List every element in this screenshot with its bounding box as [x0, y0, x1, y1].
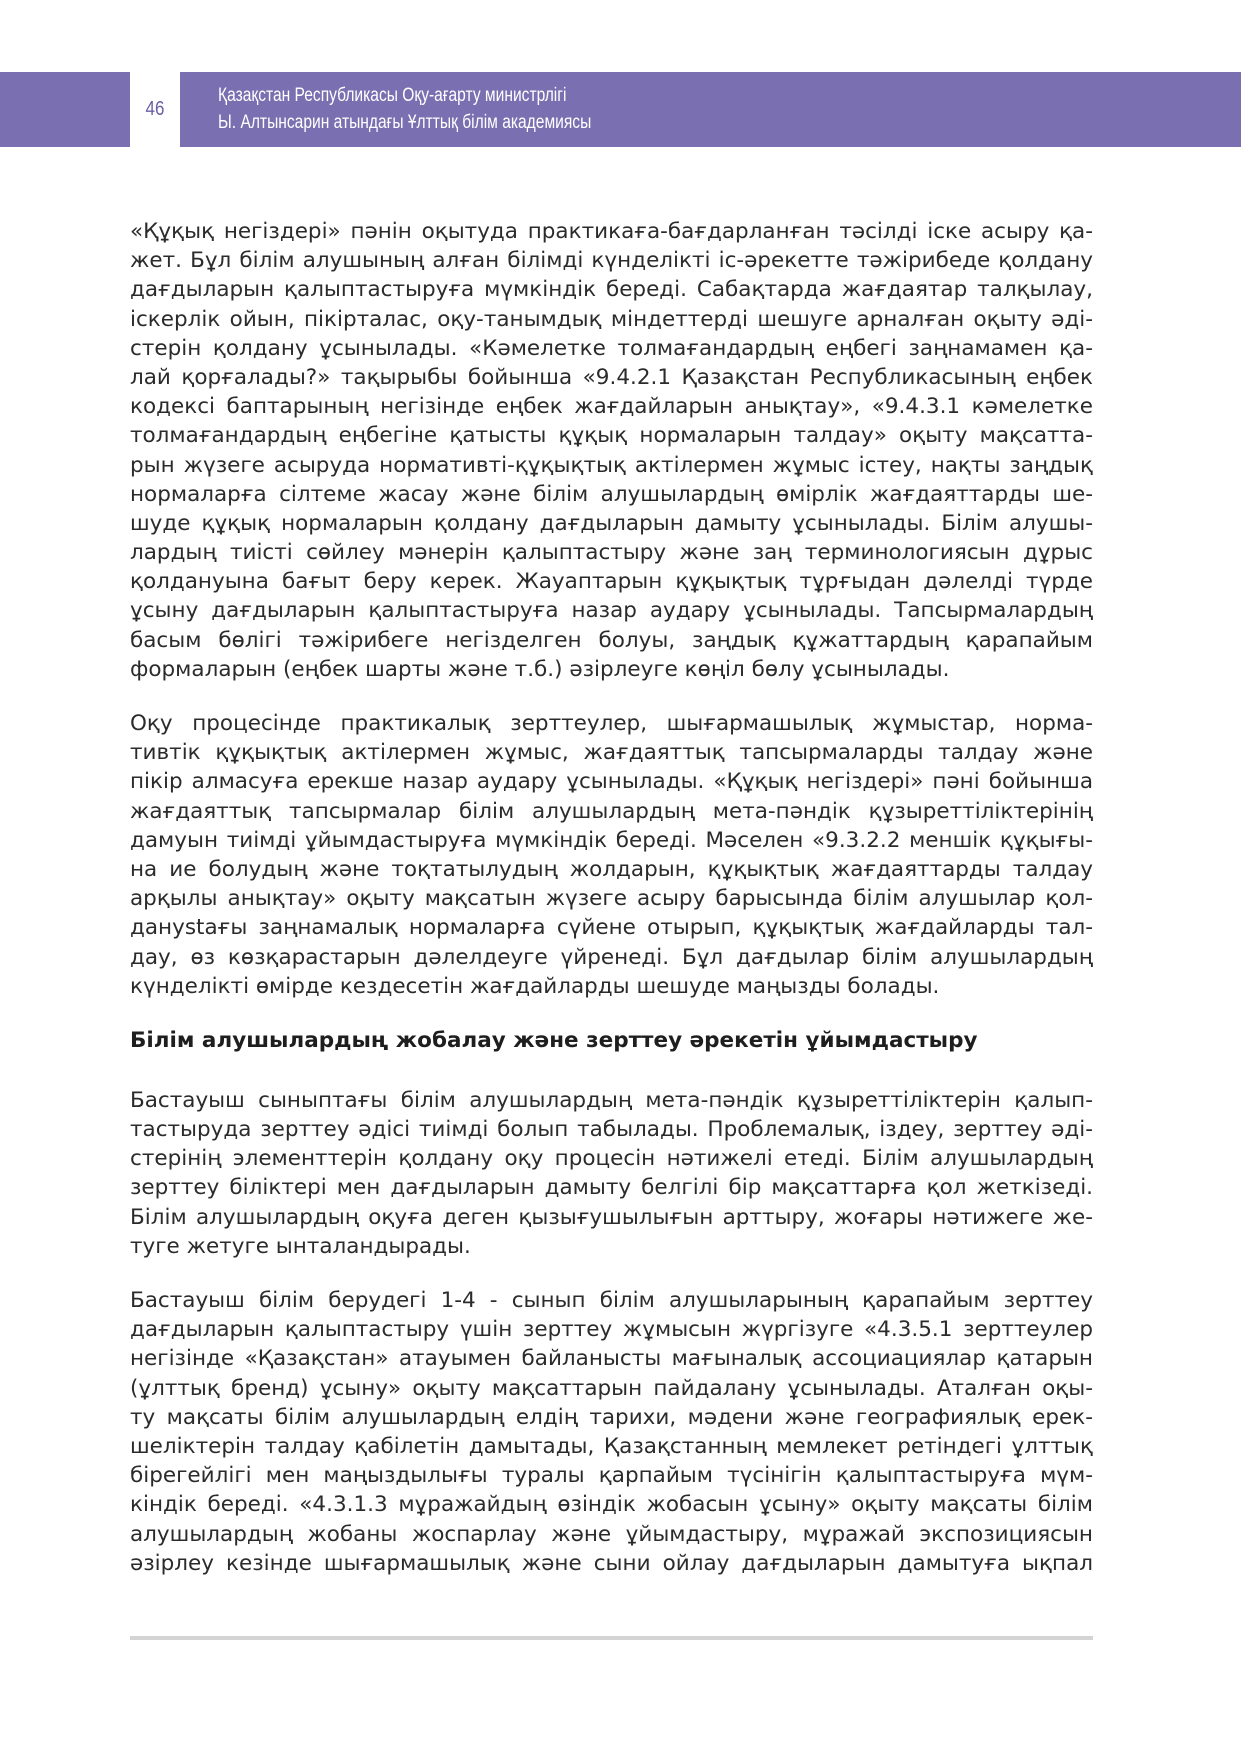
text-line: лардың тиісті сөйлеу мәнерін қалыптастыру және заң терминологиясын дұрыс: [130, 540, 1093, 566]
text-line: алушылардың жобаны жоспарлау және ұйымдастыру, мұражай экспозициясын: [130, 1521, 1093, 1547]
text-line: данystaғы заңнамалық нормаларға сүйене отырып, құқықтық жағдайларды тал-: [130, 915, 1093, 941]
page-number-box: [0, 72, 130, 147]
organization-block: [218, 82, 591, 136]
text-line: Бастауыш білім берудегі 1-4 - сынып білім алушыларының қарапайым зерттеу: [130, 1288, 1093, 1313]
page-number: 46: [145, 98, 165, 120]
text-line: жағдаяттық тапсырмалар білім алушылардың мета-пәндік құзыреттіліктерінің: [130, 798, 1093, 824]
text-line: пікір алмасуға ерекше назар аудару ұсынылады. «Құқық негіздері» пәні бойынша: [130, 769, 1093, 795]
organization-academy: Ы. Алтынсарин атындағы Ұлттық білім академиясы: [218, 112, 592, 133]
text-line: тивтік құқықтық актілермен жұмыс, жағдаяттық тапсырмаларды талдау және: [130, 740, 1093, 766]
text-line: Білім алушылардың оқуға деген қызығушылығын арттыру, жоғары нәтижеге же-: [130, 1204, 1093, 1230]
text-line: рын жүзеге асыруда нормативті-құқықтық актілермен жұмыс істеу, нақты заңдық: [130, 452, 1093, 478]
text-line: кіндік береді. «4.3.1.3 мұражайдың өзіндік жобасын ұсыну» оқыту мақсаты білім: [130, 1492, 1093, 1518]
text-line: (ұлттық бренд) ұсыну» оқыту мақсаттарын пайдалану ұсынылады. Аталған оқы-: [130, 1375, 1093, 1401]
paragraph-primary-education: [130, 1286, 1093, 1578]
page-content: [130, 217, 1093, 1603]
text-line: бірегейлігі мен маңыздылығы туралы қарпайым түсінігін қалыптастыруға мүм-: [130, 1463, 1093, 1489]
header-band: [0, 72, 1241, 147]
text-line: жет. Бұл білім алушының алған білімді күнделікті іс-әрекетте тәжірибеде қолдану: [130, 248, 1093, 274]
section-heading: Білім алушылардың жобалау және зерттеу әрекетін ұйымдастыру: [130, 1027, 978, 1053]
text-line: ұсыну дағдыларын қалыптастыруға назар аудару ұсынылады. Тапсырмалардың: [130, 598, 1093, 624]
text-line: толмағандардың еңбегіне қатысты құқық нормаларын талдау» оқыту мақсатта-: [130, 423, 1093, 449]
footer-divider: [130, 1636, 1093, 1640]
text-line: қолдануына бағыт беру керек. Жауаптарын құқықтық тұрғыдан дәлелді түрде: [130, 569, 1093, 595]
text-line: зерттеу біліктері мен дағдыларын дамыту белгілі бір мақсаттарға қол жеткізеді.: [130, 1175, 1093, 1201]
text-line: лай қорғалады?» тақырыбы бойынша «9.4.2.1 Қазақстан Республикасының еңбек: [130, 364, 1093, 390]
text-line: дағдыларын қалыптастыру үшін зерттеу жұмысын жүргізуге «4.3.5.1 зерттеулер: [130, 1317, 1093, 1343]
text-line: формаларын (еңбек шарты және т.б.) әзірлеуге көңіл бөлу ұсынылады.: [130, 656, 950, 682]
text-line: стерін қолдану ұсынылады. «Кәмелетке толмағандардың еңбегі заңнамамен қа-: [130, 335, 1093, 361]
text-line: туге жетуге ынталандырады.: [130, 1233, 471, 1259]
text-line: дамуын тиімді ұйымдастыруға мүмкіндік береді. Мәселен «9.3.2.2 меншік құқығы-: [130, 827, 1093, 853]
text-line: шуде құқық нормаларын қолдану дағдыларын дамыту ұсынылады. Білім алушы-: [130, 510, 1093, 536]
paragraph-learning-process: [130, 709, 1093, 1001]
text-line: арқылы анықтау» оқыту мақсатын жүзеге асыру барысында білім алушылар қол-: [130, 886, 1093, 912]
text-line: Бастауыш сыныптағы білім алушылардың мета-пәндік құзыреттіліктерін қалып-: [130, 1087, 1093, 1113]
text-line: әзірлеу кезінде шығармашылық және сыни ойлау дағдыларын дамытуға ықпал: [130, 1550, 1093, 1576]
text-line: нормаларға сілтеме жасау және білім алушылардың өмірлік жағдаяттарды ше-: [130, 481, 1093, 507]
text-line: шеліктерін талдау қабілетін дамытады, Қазақстанның мемлекет ретіндегі ұлттық: [130, 1433, 1093, 1459]
text-line: на ие болудың және тоқтатылудың жолдарын, құқықтық жағдаяттарды талдау: [130, 856, 1093, 882]
paragraph-research-method: [130, 1086, 1093, 1261]
text-line: ту мақсаты білім алушылардың елдің тарихи, мәдени және географиялық ерек-: [130, 1404, 1093, 1430]
text-line: негізінде «Қазақстан» атауымен байланысты мағыналық ассоциациялар қатарын: [130, 1346, 1093, 1372]
text-line: кодексі баптарының негізінде еңбек жағдайларын анықтау», «9.4.3.1 кәмелетке: [130, 394, 1093, 420]
organization-ministry: Қазақстан Республикасы Оқу-ағарту министрлігі: [218, 85, 567, 106]
text-line: «Құқық негіздері» пәнін оқытуда практикаға-бағдарланған тәсілді іске асыру қа-: [130, 219, 1093, 244]
paragraph-practice-approach: [130, 217, 1093, 684]
text-line: күнделікті өмірде кездесетін жағдайларды шешуде маңызды болады.: [130, 973, 940, 999]
text-line: іскерлік ойын, пікірталас, оқу-танымдық міндеттерді шешуге арналған оқыту әді-: [130, 306, 1093, 332]
text-line: басым бөлігі тәжірибеге негізделген болуы, заңдық құжаттардың қарапайым: [130, 627, 1093, 653]
text-line: дау, өз көзқарастарын дәлелдеуге үйренеді. Бұл дағдылар білім алушылардың: [130, 944, 1093, 970]
text-line: стерінің элементтерін қолдану оқу процесін нәтижелі етеді. Білім алушылардың: [130, 1146, 1093, 1172]
text-line: тастыруда зерттеу әдісі тиімді болып табылады. Проблемалық, іздеу, зерттеу әді-: [130, 1117, 1093, 1143]
text-line: Оқу процесінде практикалық зерттеулер, шығармашылық жұмыстар, норма-: [130, 711, 1093, 736]
text-line: дағдыларын қалыптастыруға мүмкіндік береді. Сабақтарда жағдаятар талқылау,: [130, 277, 1093, 303]
